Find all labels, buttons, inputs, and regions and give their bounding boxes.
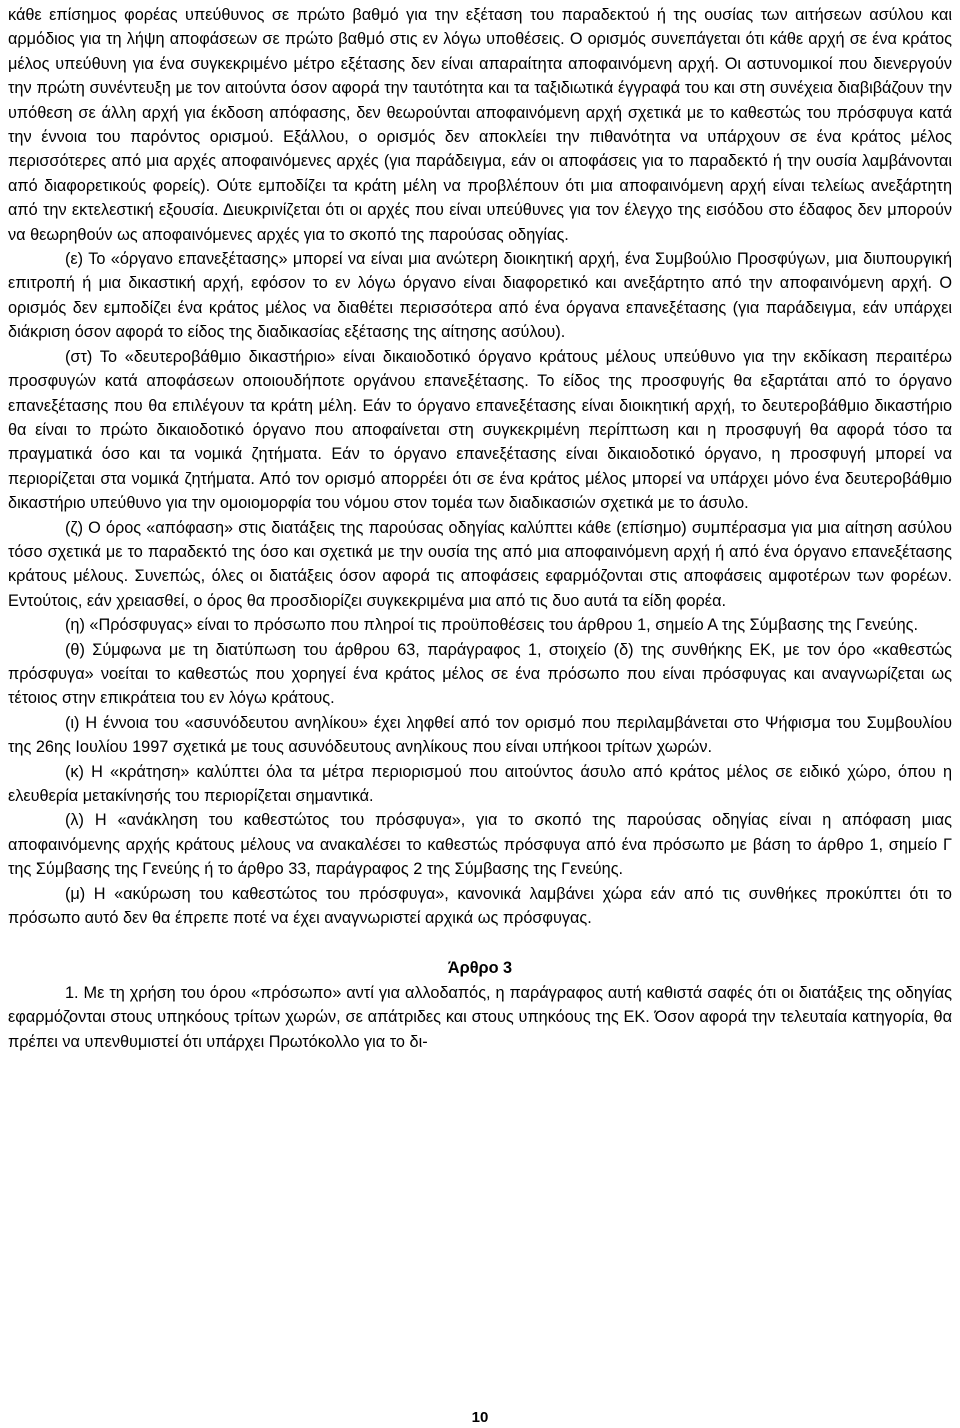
paragraph-e-review-body: (ε) Το «όργανο επανεξέτασης» μπορεί να είναι μια ανώτερη διοικητική αρχή, ένα Συμβούλιο Προσφύγων, μια διυπουργική επιτροπή ή μια δικαστική αρχή, εφόσον το εν λόγω όργανο είναι διαφορετικό και ανεξάρτητο από την αποφαινόμενη αρχή. Ο ορισμός δεν εμποδίζει ένα κράτος μέλος να διαθέτει περισσότερα από ένα όργανα επανεξέτασης (για παράδειγμα, εάν υπάρχει διάκριση όσον αφορά το είδος της διαδικασίας εξέτασης της αίτησης ασύλου). <box>8 250 952 342</box>
paragraph-m-annulment: (μ) Η «ακύρωση του καθεστώτος του πρόσφυγα», κανονικά λαμβάνει χώρα εάν από τις συνθήκες προκύπτει ότι το πρόσωπο αυτό δεν θα έπρεπε ποτέ να έχει αναγνωριστεί αρχικά ως πρόσφυγας. <box>8 884 952 928</box>
paragraph-decision-authority: κάθε επίσημος φορέας υπεύθυνος σε πρώτο βαθμό για την εξέταση του παραδεκτού ή της ουσίας των αιτήσεων ασύλου και αρμόδιος για τη λήψη αποφάσεων σε πρώτο βαθμό στις εν λόγω υποθέσεις. Ο ορισμός συνεπάγεται ότι κάθε αρχή σε ένα κράτος μέλος υπεύθυνη για ένα συγκεκριμένο μέτρο εξέτασης δεν είναι απαραίτητα αποφαινόμενη αρχή. Οι αστυνομικοί που διενεργούν την πρώτη συνέντευξη με τον αιτούντα όσον αφορά την ταυτότητα και τα ταξιδιωτικά έγγραφά του και στη συνέχεια διαβιβάζουν την υπόθεση σε άλλη αρχή για έκδοση απόφασης, δεν θεωρούνται αποφαινόμενη αρχή σχετικά με το καθεστώς του πρόσφυγα κατά την έννοια του παρόντος ορισμού. Εξάλλου, ο ορισμός δεν αποκλείει την πιθανότητα να υπάρχουν σε ένα κράτος μέλος περισσότερες από μια αρχές αποφαινόμενες αρχές (για παράδειγμα, εάν οι αποφάσεις για το παραδεκτό ή την ουσία λαμβάνονται από διαφορετικούς φορείς). Ούτε εμποδίζει τα κράτη μέλη να προβλέπουν ότι μια αποφαινόμενη αρχή είναι τελείως ανεξάρτητη από την εκτελεστική εξουσία. Διευκρινίζεται ότι οι αρχές που είναι υπεύθυνες για τον έλεγχο της εισόδου στο έδαφος δεν μπορούν να θεωρηθούν ως αποφαινόμενες αρχές για το σκοπό της παρούσας οδηγίας. <box>8 6 952 244</box>
paragraph-z-decision: (ζ) Ο όρος «απόφαση» στις διατάξεις της παρούσας οδηγίας καλύπτει κάθε (επίσημο) συμπέρασμα για μια αίτηση ασύλου τόσο σχετικά με το παραδεκτό της όσο και σχετικά με την ουσία της από μια αποφαινόμενη αρχή ή από ένα όργανο επανεξέτασης κράτους μέλους. Συνεπώς, όλες οι διατάξεις όσον αφορά τις αποφάσεις εφαρμόζονται στις αποφάσεις αμφοτέρων των φορέων. Εντούτοις, εάν χρειασθεί, ο όρος θα προσδιορίζει συγκεκριμένα μια από τις δυο αυτά τα είδη φορέα. <box>8 518 952 610</box>
article-heading: Άρθρο 3 <box>447 959 513 978</box>
paragraph-th-refugee-status: (θ) Σύμφωνα με τη διατύπωση του άρθρου 63, παράγραφος 1, στοιχείο (δ) της συνθήκης ΕΚ, με τον όρο «καθεστώς πρόσφυγα» νοείται το καθεστώς που χορηγεί ένα κράτος μέλος σε ένα πρόσωπο που είναι πρόσφυγας και αναγνωρίζεται ως τέτοιος στην επικράτεια του εν λόγω κράτους. <box>8 640 952 708</box>
paragraph-iota-unaccompanied-minor: (ι) Η έννοια του «ασυνόδευτου ανηλίκου» έχει ληφθεί από τον ορισμό που περιλαμβάνεται στο Ψήφισμα του Συμβουλίου της 26ης Ιουλίου 1997 σχετικά με τους ασυνόδευτους ανηλίκους που είναι υπήκοοι τρίτων χωρών. <box>8 713 952 757</box>
page-number: 10 <box>471 1409 489 1426</box>
paragraph-st-appeal-court: (στ) Το «δευτεροβάθμιο δικαστήριο» είναι δικαιοδοτικό όργανο κράτους μέλους υπεύθυνο για την εκδίκαση περαιτέρω προσφυγών κατά αποφάσεων οποιουδήποτε οργάνου επανεξέτασης. Το είδος της προσφυγής θα εξαρτάται από το όργανο επανεξέτασης που θα επιλέγουν τα κράτη μέλη. Εάν το όργανο επανεξέτασης είναι διοικητική αρχή, το δευτεροβάθμιο δικαστήριο θα είναι το πρώτο δικαιοδοτικό όργανο που αποφαίνεται στη συγκεκριμένη περίπτωση και η προσφυγή θα αφορά τόσο τα πραγματικά όσο και τα νομικά ζητήματα. Εάν το όργανο επανεξέτασης είναι δικαιοδοτικό όργανο, η προσφυγή μπορεί να περιορίζεται στα νομικά ζητήματα. Από τον ορισμό απορρέει ότι σε ένα κράτος μέλος μπορεί να υπάρχει μόνο ένα δευτεροβάθμιο δικαστήριο υπεύθυνο για την ομοιομορφία του νόμου στον τομέα των διαδικασιών σχετικά με το άσυλο. <box>8 347 952 513</box>
article-paragraph: 1. Με τη χρήση του όρου «πρόσωπο» αντί για αλλοδαπός, η παράγραφος αυτή καθιστά σαφές ότι οι διατάξεις της οδηγίας εφαρμόζονται στους υπηκόους τρίτων χωρών, σε απάτριδες και στους υπηκόους της ΕΚ. Όσον αφορά την τελευταία κατηγορία, θα πρέπει να υπενθυμιστεί ότι υπάρχει Πρωτόκολλο για το δι- <box>8 983 952 1051</box>
document-page <box>8 0 952 1054</box>
paragraph-l-withdrawal: (λ) Η «ανάκληση του καθεστώτος του πρόσφυγα», για το σκοπό της παρούσας οδηγίας είναι η απόφαση μιας αποφαινόμενης αρχής κράτους μέλους να ανακαλέσει το καθεστώς πρόσφυγα από ένα πρόσωπο με βάση το άρθρο 1, σημείο Γ της Σύμβασης της Γενεύης ή το άρθρο 33, παράγραφος 2 της Σύμβασης της Γενεύης. <box>8 811 952 879</box>
paragraph-k-detention: (κ) Η «κράτηση» καλύπτει όλα τα μέτρα περιορισμού που αιτούντος άσυλο από κράτος μέλος σε ειδικό χώρο, όπου η ελευθερία μετακίνησής του περιορίζεται σημαντικά. <box>8 762 952 805</box>
paragraph-i-refugee: (η) «Πρόσφυγας» είναι το πρόσωπο που πληροί τις προϋποθέσεις του άρθρου 1, σημείο Α της Σύμβασης της Γενεύης. <box>65 616 918 635</box>
